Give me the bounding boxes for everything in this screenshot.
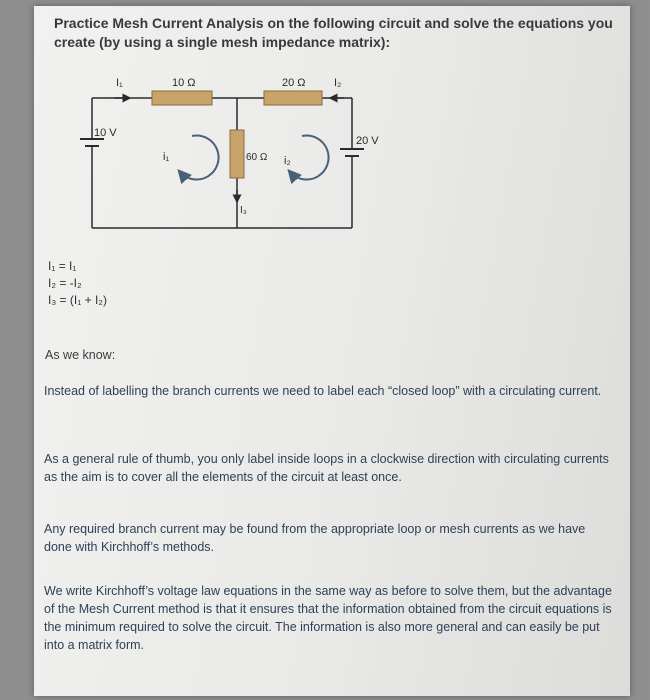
label-mesh-i1: i₁: [163, 151, 170, 163]
as-we-know-label: As we know:: [45, 348, 116, 362]
label-r1: 10 Ω: [172, 77, 196, 89]
circuit-wires: [92, 98, 352, 228]
resistor-10-ohm: [152, 91, 212, 105]
equation-line: I₂ = -I₂: [48, 276, 82, 290]
paragraph-rule-of-thumb: As a general rule of thumb, you only label inside loops in a clockwise direction with circulating currents as the aim is to cover all the elements of the circuit at least once.: [44, 452, 609, 484]
label-v2: 20 V: [356, 135, 379, 147]
label-mesh-i2: i₂: [284, 155, 291, 167]
circuit-diagram: [52, 68, 382, 238]
label-v1: 10 V: [94, 127, 117, 139]
battery-20v: [340, 149, 364, 168]
label-i3-bottom: I₃: [240, 205, 247, 216]
paragraph-branch-current: Any required branch current may be found from the appropriate loop or mesh currents as we have done with Kirchhoff’s methods.: [44, 522, 586, 554]
paragraph-kvl: We write Kirchhoff’s voltage law equations in the same way as before to solve them, but the advantage of the Mesh Current method is that it ensures that the information obtained from the circuit equations is the minimum required to solve the circuit. The information is also more general and can easily be put into a matrix form.: [44, 584, 612, 652]
battery-10v: [80, 138, 104, 158]
label-r3: 60 Ω: [246, 152, 268, 163]
paragraph-label-loops: Instead of labelling the branch currents we need to label each “closed loop” with a circulating current.: [44, 384, 602, 398]
mesh-loop-2-arrow: [290, 136, 329, 180]
mesh-loop-1-arrow: [180, 136, 219, 180]
equation-line: I₁ = I₁: [48, 259, 77, 273]
label-i2-top: I₂: [334, 77, 342, 89]
problem-title: Practice Mesh Current Analysis on the following circuit and solve the equations you create (by using a single mesh impedance matrix):: [54, 15, 613, 50]
label-i1-top: I₁: [116, 77, 123, 89]
resistor-20-ohm: [264, 91, 322, 105]
equation-line: I₃ = (I₁ + I₂): [48, 293, 107, 307]
document-page: [34, 6, 630, 696]
label-r2: 20 Ω: [282, 77, 306, 89]
resistor-60-ohm: [230, 130, 244, 178]
current-equations: [48, 258, 107, 309]
